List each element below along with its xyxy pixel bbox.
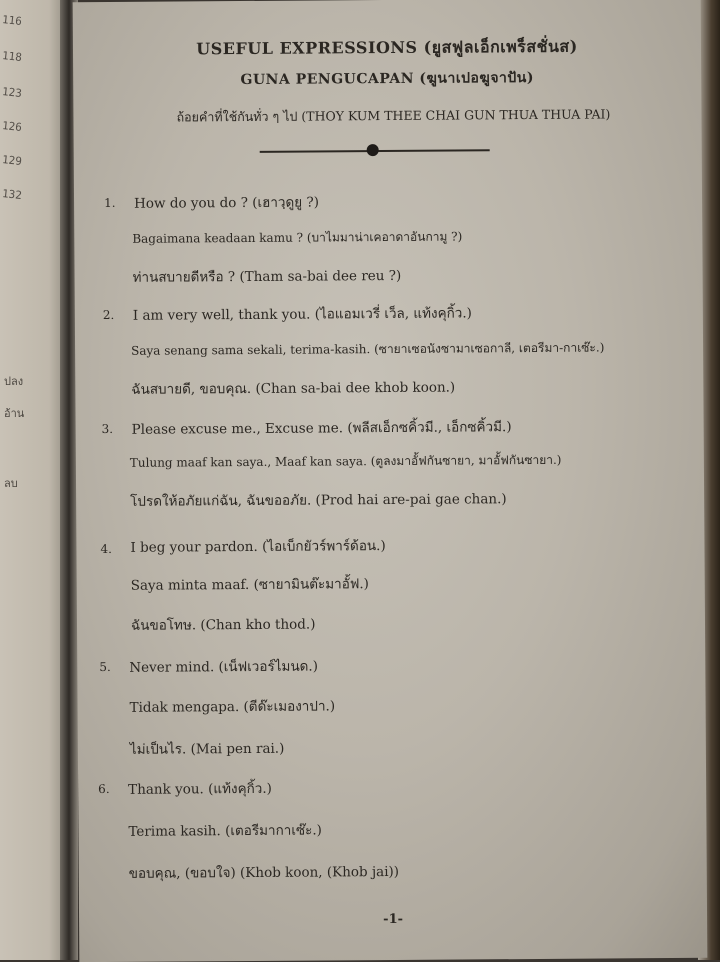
entry-line-thai: โปรดให้อภัยแก่ฉัน, ฉันขออภัย. (Prod hai are-pai gae chan.)	[130, 491, 507, 510]
entry-line-thai: ท่านสบายดีหรือ ? (Tham sa-bai dee reu ?)	[132, 267, 402, 286]
entry-number: 4.	[100, 541, 112, 557]
entry-line-thai: ฉันขอโทษ. (Chan kho thod.)	[130, 616, 316, 634]
entry-line-english: Please excuse me., Excuse me. (พลีสเอ็กซคิ้วมี., เอ็กซคิ้วมี.)	[131, 419, 512, 438]
left-page-number: 123	[1, 84, 23, 101]
left-page-number: 126	[1, 118, 23, 135]
page-subtitle-thai: ถ้อยคำที่ใช้กันทั่ว ๆ ไป (THOY KUM THEE CHAI GUN THUA THUA PAI)	[176, 106, 611, 125]
page-subtitle: GUNA PENGUCAPAN (ฆูนาเปอฆูจาปัน)	[240, 69, 534, 89]
entry-line-english: Never mind. (เน็ฟเวอร์ไมนด.)	[129, 658, 319, 676]
entry-line-english: I am very well, thank you. (ไอแอมเวรี่ เว็ล, แท้งคุกิ้ว.)	[132, 305, 472, 324]
left-page-word: ปลง	[4, 375, 24, 388]
left-page-number: 132	[1, 186, 23, 203]
entry-line-english: How do you do ? (เฮาวฺดูยู ?)	[134, 194, 320, 212]
entry-number: 1.	[104, 195, 116, 210]
left-page-number: 118	[1, 48, 23, 65]
entry-line-english: Thank you. (แท้งคุกิ้ว.)	[128, 780, 272, 798]
page-title: USEFUL EXPRESSIONS (ยูสฟูลเอ็กเพร็สชั่นส)	[196, 36, 578, 59]
entry-line-thai: ฉันสบายดี, ขอบคุณ. (Chan sa-bai dee khob koon.)	[131, 379, 456, 398]
divider-dot	[367, 144, 379, 156]
entry-line-malay: Tulung maaf kan saya., Maaf kan saya. (ตูลงมาอั้ฟกันซายา, มาอั้ฟกันซายา.)	[129, 452, 562, 470]
entry-line-malay: Terima kasih. (เตอรีมากาเซ๊ะ.)	[128, 822, 322, 840]
entry-line-malay: Saya senang sama sekali, terima-kasih. (ซายาเซอนังซามาเซอกาลี, เตอรีมา-กาเซ๊ะ.)	[131, 340, 605, 358]
entry-line-thai: ไม่เป็นไร. (Mai pen rai.)	[129, 740, 285, 758]
entry-line-malay: Saya minta maaf. (ซายามินต๊ะมาอั้ฟ.)	[130, 576, 369, 594]
left-page-word: ลบ	[4, 477, 18, 490]
left-page-number: 129	[1, 152, 23, 169]
entry-line-thai: ขอบคุณ, (ขอบใจ) (Khob koon, (Khob jai))	[128, 863, 400, 882]
entry-number: 3.	[101, 421, 114, 437]
entry-line-malay: Bagaimana keadaan kamu ? (บาไมมาน่าเคอาดาอันกามู ?)	[132, 229, 463, 246]
left-page-number: 116	[1, 12, 23, 29]
entry-line-malay: Tidak mengapa. (ตีด๊ะเมองาปา.)	[129, 698, 336, 716]
left-page-word: อ้าน	[4, 407, 25, 420]
entry-number: 6.	[98, 781, 110, 797]
page-number: -1-	[383, 911, 404, 928]
entry-line-english: I beg your pardon. (ไอเบ็กยัวร์พาร์ด้อน.)	[130, 538, 386, 556]
entry-number: 2.	[102, 307, 115, 323]
entry-number: 5.	[99, 659, 111, 675]
book-page	[73, 0, 708, 962]
